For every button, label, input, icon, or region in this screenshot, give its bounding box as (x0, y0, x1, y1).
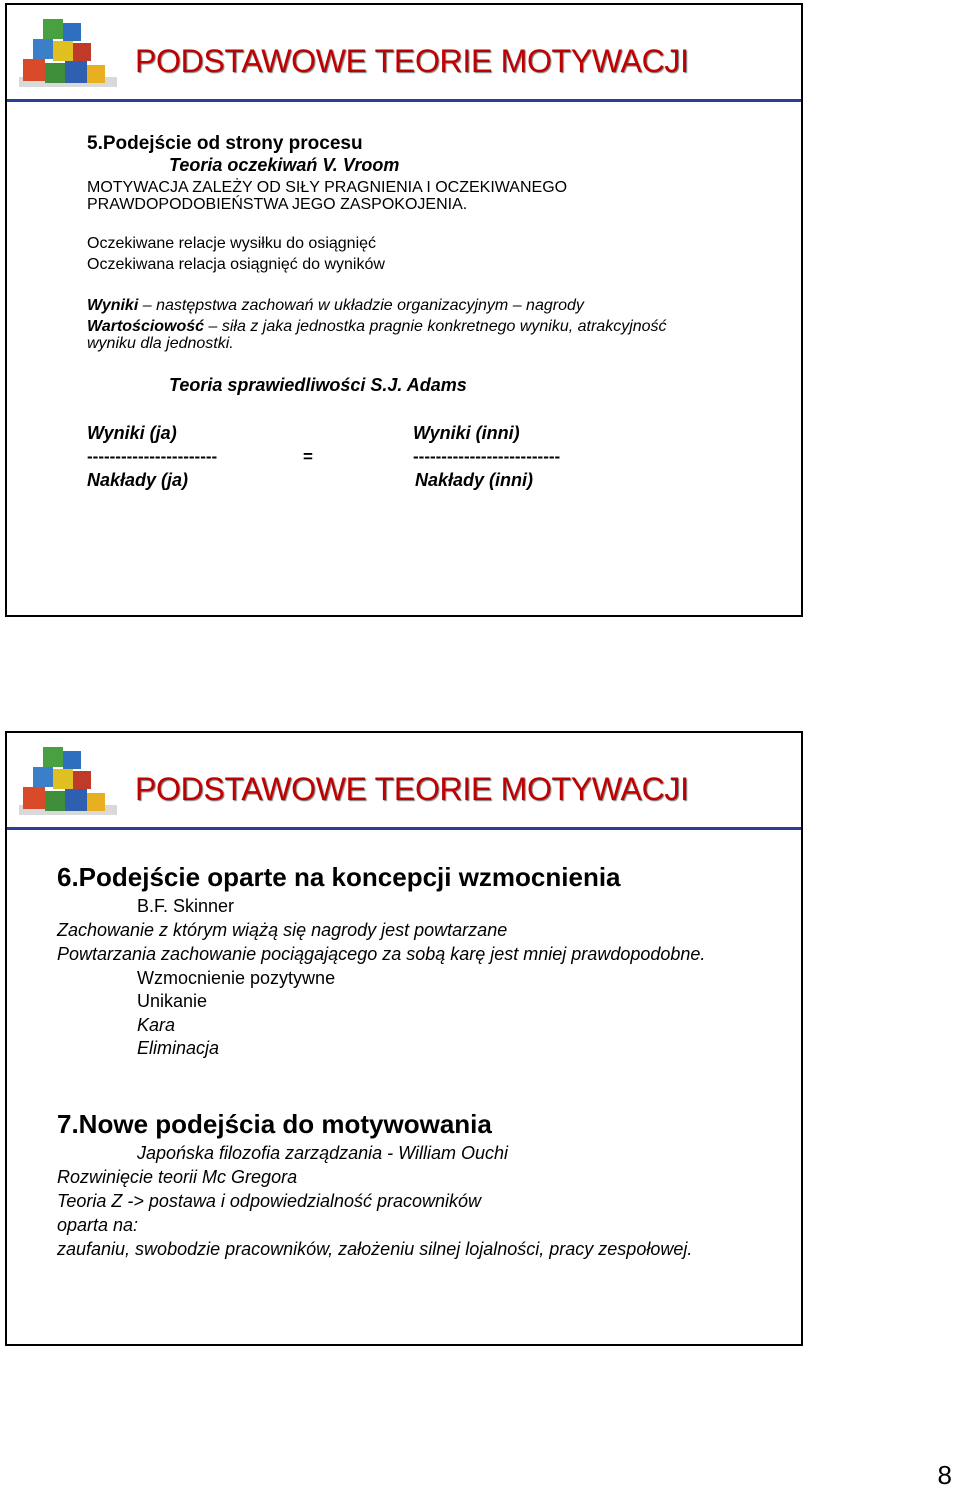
page-number: 8 (937, 1460, 952, 1490)
formula-right-bottom: Nakłady (inni) (415, 470, 534, 490)
slide-title: PODSTAWOWE TEORIE MOTYWACJI (135, 43, 689, 79)
wartosciowosc-def: – siła z jaka jednostka pragnie konkretnego wyniku, atrakcyjność (204, 318, 667, 335)
formula-left-dash: ----------------------- (87, 447, 218, 466)
title-divider (7, 99, 801, 102)
caps-line-1: MOTYWACJA ZALEŻY OD SIŁY PRAGNIENIA I OCZEKIWANEGO (87, 179, 568, 196)
list-item: Wzmocnienie pozytywne (137, 968, 336, 988)
wartosciowosc-def-2: wyniku dla jednostki. (87, 335, 234, 352)
list-item: Eliminacja (137, 1038, 220, 1058)
slide-title: PODSTAWOWE TEORIE MOTYWACJI (135, 771, 689, 807)
colored-blocks-logo-icon (13, 739, 123, 823)
formula-left-bottom: Nakłady (ja) (87, 470, 189, 490)
oparta-line: oparta na: (57, 1215, 139, 1235)
formula-right-top: Wyniki (inni) (413, 423, 520, 443)
section-heading: 5.Podejście od strony procesu (87, 133, 363, 154)
list-item: Kara (137, 1015, 176, 1035)
wyniki-definition (87, 297, 584, 315)
skinner-line-2: Powtarzania zachowanie pociągającego za sobą karę jest mniej prawdopodobne. (57, 944, 706, 964)
list-item: Unikanie (137, 991, 208, 1011)
title-divider (7, 827, 801, 830)
values-line: zaufaniu, swobodzie pracowników, założeniu silnej lojalności, pracy zespołowej. (57, 1239, 693, 1259)
formula-left-top: Wyniki (ja) (87, 423, 177, 443)
wyniki-def: – następstwa zachowań w układzie organizacyjnym – nagrody (138, 297, 584, 314)
wartosciowosc-term: Wartościowość (87, 318, 205, 335)
section-heading-6: 6.Podejście oparte na koncepcji wzmocnienia (57, 862, 621, 892)
slide-2 (5, 731, 803, 1346)
ouchi-line: Japońska filozofia zarządzania - William Ouchi (137, 1143, 508, 1163)
formula-equals: = (303, 447, 313, 466)
expect-line-2: Oczekiwana relacja osiągnięć do wyników (87, 256, 385, 273)
wyniki-term: Wyniki (87, 297, 139, 314)
colored-blocks-logo-icon (13, 11, 123, 95)
formula-right-dash: -------------------------- (413, 447, 561, 466)
section-subheading: Teoria oczekiwań V. Vroom (169, 155, 400, 175)
skinner-label: B.F. Skinner (137, 896, 235, 916)
slide-1 (5, 3, 803, 617)
mcgregor-line: Rozwinięcie teorii Mc Gregora (57, 1167, 298, 1187)
teoria-z-line: Teoria Z -> postawa i odpowiedzialność pracowników (57, 1191, 482, 1211)
adams-title: Teoria sprawiedliwości S.J. Adams (169, 375, 467, 395)
wartosciowosc-definition (87, 318, 667, 336)
section-heading-7: 7.Nowe podejścia do motywowania (57, 1109, 492, 1139)
expect-line-1: Oczekiwane relacje wysiłku do osiągnięć (87, 235, 377, 252)
caps-line-2: PRAWDOPODOBIEŃSTWA JEGO ZASPOKOJENIA. (87, 196, 468, 213)
skinner-line-1: Zachowanie z którym wiążą się nagrody jest powtarzane (57, 920, 508, 940)
